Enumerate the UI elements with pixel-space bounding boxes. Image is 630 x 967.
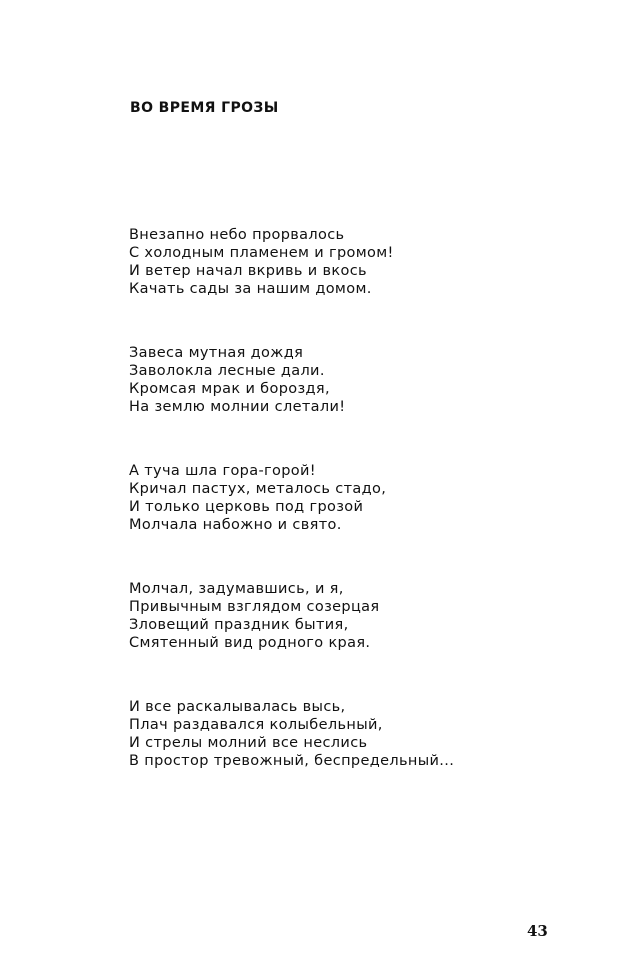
poem-line: Молчал, задумавшись, и я, <box>129 581 344 597</box>
poem-line: Молчала набожно и свято. <box>129 517 342 533</box>
stanza <box>129 462 599 534</box>
poem-line: Завеса мутная дождя <box>129 345 304 361</box>
poem-line: И только церковь под грозой <box>129 499 364 515</box>
poem-line: Привычным взглядом созерцая <box>129 599 380 615</box>
poem-line: С холодным пламенем и громом! <box>129 245 394 261</box>
poem-line: В простор тревожный, беспредельный... <box>129 753 455 769</box>
stanza <box>129 226 599 298</box>
poem-line: И все раскалывалась высь, <box>129 699 346 715</box>
page-number: 43 <box>527 922 548 940</box>
poem-line: Качать сады за нашим домом. <box>129 281 372 297</box>
poem-line: А туча шла гора-горой! <box>129 463 316 479</box>
poem-line: И стрелы молний все неслись <box>129 735 368 751</box>
poem-line: Плач раздавался колыбельный, <box>129 717 383 733</box>
poem-line: Заволокла лесные дали. <box>129 363 325 379</box>
poem-line: Кричал пастух, металось стадо, <box>129 481 387 497</box>
poem-title: ВО ВРЕМЯ ГРОЗЫ <box>130 100 279 116</box>
poem-line: Внезапно небо прорвалось <box>129 227 345 243</box>
poem-line: И ветер начал вкривь и вкось <box>129 263 367 279</box>
poem-line: Зловещий праздник бытия, <box>129 617 349 633</box>
stanza <box>129 698 599 770</box>
poem-line: Смятенный вид родного края. <box>129 635 371 651</box>
poem-body <box>129 226 599 816</box>
stanza <box>129 580 599 652</box>
stanza <box>129 344 599 416</box>
poem-line: Кромсая мрак и бороздя, <box>129 381 330 397</box>
poem-line: На землю молнии слетали! <box>129 399 346 415</box>
